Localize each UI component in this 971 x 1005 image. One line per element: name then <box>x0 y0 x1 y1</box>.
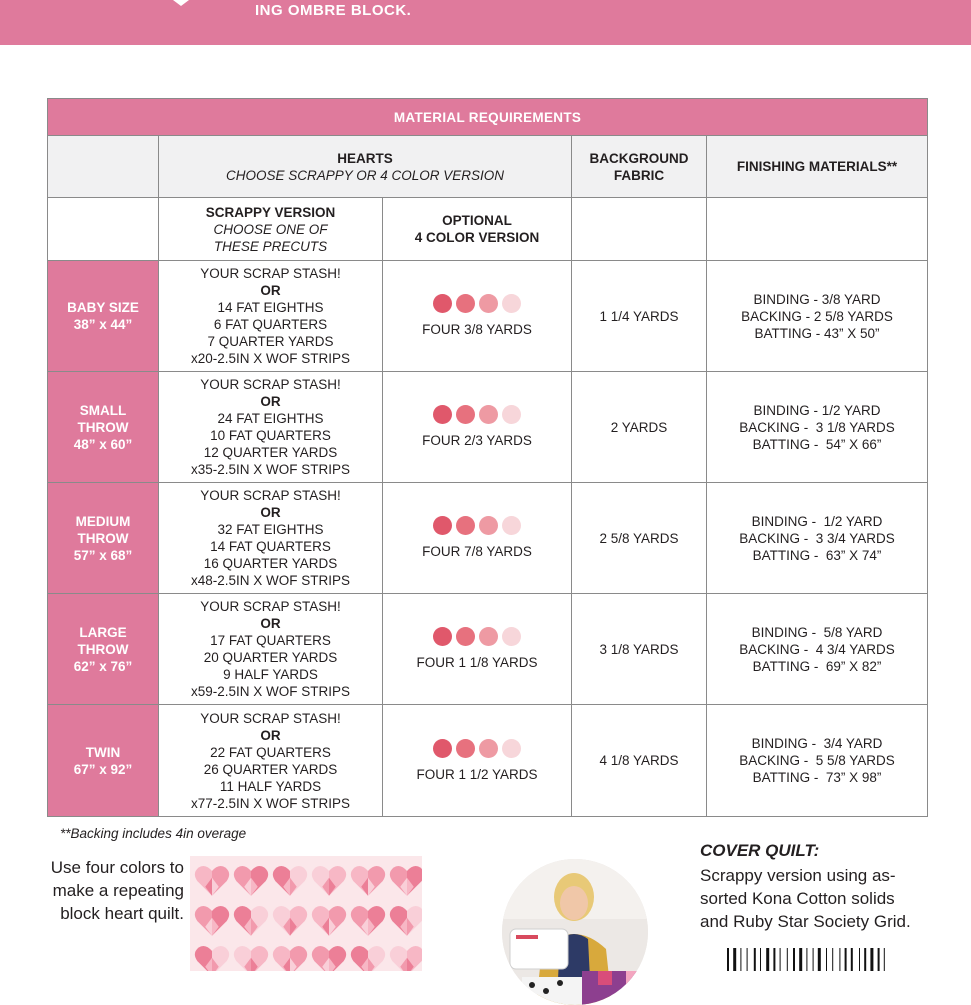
heart-block-icon <box>272 942 308 971</box>
heart-block-icon <box>233 862 269 898</box>
four-color-cell <box>383 372 572 483</box>
scrappy-line: 32 FAT EIGHTHS <box>217 522 324 537</box>
hearts-header-label: HEARTS <box>337 150 393 166</box>
four-color-yardage: FOUR 1 1/8 YARDS <box>416 655 538 670</box>
scrappy-line: YOUR SCRAP STASH! <box>200 377 341 392</box>
material-requirements-table <box>47 98 928 817</box>
four-color-yardage: FOUR 7/8 YARDS <box>422 544 532 559</box>
color-swatch-dot <box>479 516 498 535</box>
scrappy-line: 11 HALF YARDS <box>219 778 322 794</box>
table-row <box>48 705 928 817</box>
scrappy-line: 16 QUARTER YARDS <box>203 556 338 571</box>
color-swatch-dot <box>433 405 452 424</box>
finishing-materials-cell <box>707 705 928 817</box>
heart-block-icon <box>389 902 422 938</box>
scrappy-line: YOUR SCRAP STASH! <box>200 599 341 614</box>
empty-subheader-cell <box>48 198 159 261</box>
table-row <box>48 372 928 483</box>
scrappy-line: 9 HALF YARDS <box>223 667 318 682</box>
quilt-size-line: BABY SIZE <box>67 300 139 315</box>
quilt-size-line: SMALL <box>79 402 127 418</box>
heart-block-icon <box>194 902 230 938</box>
finishing-line: BACKING - 5 5/8 YARDS <box>739 753 895 768</box>
color-swatches <box>383 739 571 758</box>
table-row <box>48 261 928 372</box>
color-swatch-dot <box>479 627 498 646</box>
heart-block-icon <box>311 942 347 971</box>
heart-block-icon <box>194 942 230 971</box>
quilt-size-cell <box>48 705 159 817</box>
finishing-materials-cell <box>707 594 928 705</box>
quilt-size-line: 48” x 60” <box>73 436 133 452</box>
color-swatch-dot <box>502 627 521 646</box>
scrappy-line: x48-2.5IN X WOF STRIPS <box>190 573 351 588</box>
four-color-yardage: FOUR 2/3 YARDS <box>422 433 532 448</box>
scrappy-line: OR <box>260 283 281 298</box>
cover-line: Scrappy version using as- <box>700 866 896 885</box>
banner-notch <box>173 0 189 6</box>
scrappy-line: OR <box>260 727 281 743</box>
color-swatch-dot <box>502 739 521 758</box>
scrappy-line: 10 FAT QUARTERS <box>210 428 331 443</box>
color-swatches <box>383 516 571 535</box>
heart-block-icon <box>350 902 386 938</box>
designer-photo <box>502 859 648 1005</box>
finishing-materials-cell <box>707 372 928 483</box>
scrappy-version-cell <box>159 594 383 705</box>
empty-header-cell <box>48 136 159 198</box>
finishing-header: FINISHING MATERIALS** <box>707 136 928 198</box>
color-swatch-dot <box>479 739 498 758</box>
table-body <box>48 261 928 817</box>
description-line: make a repeating <box>52 881 184 900</box>
scrappy-version-cell <box>159 483 383 594</box>
background-fabric-cell: 2 YARDS <box>572 372 707 483</box>
finishing-line: BACKING - 4 3/4 YARDS <box>739 641 895 657</box>
color-swatch-dot <box>433 739 452 758</box>
finishing-line: BATTING - 63” X 74” <box>752 547 882 563</box>
quilt-size-line: 62” x 76” <box>73 658 133 674</box>
background-header-label: BACKGROUND FABRIC <box>589 150 689 183</box>
quilt-description <box>22 856 184 925</box>
four-color-cell <box>383 705 572 817</box>
finishing-line: BINDING - 5/8 YARD <box>751 624 883 640</box>
table-row <box>48 594 928 705</box>
heart-block-icon <box>272 902 308 938</box>
barcode-graphic <box>727 948 939 971</box>
color-swatch-dot <box>433 627 452 646</box>
scrappy-version-cell <box>159 705 383 817</box>
cover-line: and Ruby Star Society Grid. <box>700 912 911 931</box>
scrappy-line: 6 FAT QUARTERS <box>213 317 328 332</box>
heart-block-icon <box>350 942 386 971</box>
heart-block-icon <box>389 942 422 971</box>
designer-photo-illustration <box>502 859 648 1005</box>
finishing-line: BATTING - 73” X 98” <box>752 770 882 785</box>
finishing-line: BINDING - 3/8 YARD <box>753 291 881 307</box>
heart-block-icon <box>233 942 269 971</box>
hearts-header <box>159 136 572 198</box>
heart-block-icon <box>311 902 347 938</box>
color-swatch-dot <box>456 294 475 313</box>
scrappy-line: 7 QUARTER YARDS <box>207 334 334 349</box>
scrappy-line: YOUR SCRAP STASH! <box>200 266 341 281</box>
color-swatch-dot <box>502 294 521 313</box>
scrappy-line: OR <box>260 616 281 631</box>
scrappy-line: x77-2.5IN X WOF STRIPS <box>190 795 351 811</box>
finishing-line: BINDING - 3/4 YARD <box>751 736 883 751</box>
scrappy-line: YOUR SCRAP STASH! <box>200 488 341 503</box>
empty-subheader-cell <box>707 198 928 261</box>
table-row <box>48 483 928 594</box>
scrappy-line: x35-2.5IN X WOF STRIPS <box>190 462 351 477</box>
four-color-cell <box>383 261 572 372</box>
quilt-size-line: 38” x 44” <box>73 317 133 332</box>
four-color-cell <box>383 594 572 705</box>
quilt-size-cell <box>48 483 159 594</box>
scrappy-line: 22 FAT QUARTERS <box>210 744 331 760</box>
scrappy-subheader-sub: CHOOSE ONE OF THESE PRECUTS <box>213 221 328 254</box>
scrappy-line: x59-2.5IN X WOF STRIPS <box>190 684 351 699</box>
scrappy-line: 24 FAT EIGHTHS <box>217 411 324 426</box>
scrappy-line: 14 FAT QUARTERS <box>210 539 331 554</box>
finishing-materials-cell <box>707 261 928 372</box>
four-color-label: 4 COLOR VERSION <box>414 230 540 245</box>
quilt-size-cell <box>48 372 159 483</box>
scrappy-version-cell <box>159 372 383 483</box>
color-swatch-dot <box>502 405 521 424</box>
barcode <box>727 948 939 971</box>
color-swatch-dot <box>456 739 475 758</box>
scrappy-line: YOUR SCRAP STASH! <box>200 710 341 726</box>
scrappy-version-cell <box>159 261 383 372</box>
heart-block-icon <box>194 862 230 898</box>
color-swatch-dot <box>502 516 521 535</box>
four-color-yardage: FOUR 1 1/2 YARDS <box>416 766 538 782</box>
quilt-size-line: 67” x 92” <box>73 761 133 777</box>
scrappy-line: 26 QUARTER YARDS <box>203 761 338 777</box>
color-swatch-dot <box>479 294 498 313</box>
scrappy-line: x20-2.5IN X WOF STRIPS <box>190 351 351 366</box>
finishing-line: BATTING - 54” X 66” <box>752 436 882 452</box>
optional-label: OPTIONAL <box>442 213 512 228</box>
cover-line: sorted Kona Cotton solids <box>700 889 895 908</box>
heart-block-icon <box>389 862 422 898</box>
scrappy-line: 17 FAT QUARTERS <box>210 633 331 648</box>
background-fabric-cell: 4 1/8 YARDS <box>572 705 707 817</box>
description-line: block heart quilt. <box>60 904 184 923</box>
finishing-line: BACKING - 3 1/8 YARDS <box>739 419 895 435</box>
finishing-line: BACKING - 2 5/8 YARDS <box>741 308 893 324</box>
finishing-line: BATTING - 43” X 50” <box>754 325 880 341</box>
color-swatches <box>383 405 571 424</box>
finishing-line: BINDING - 1/2 YARD <box>753 402 881 418</box>
finishing-line: BATTING - 69” X 82” <box>752 658 882 674</box>
scrappy-subheader <box>159 198 383 261</box>
finishing-line: BACKING - 3 3/4 YARDS <box>739 530 895 546</box>
scrappy-line: 12 QUARTER YARDS <box>203 445 338 460</box>
finishing-line: BINDING - 1/2 YARD <box>751 513 883 529</box>
four-color-cell <box>383 483 572 594</box>
color-swatch-dot <box>456 405 475 424</box>
four-color-subheader <box>383 198 572 261</box>
color-swatch-dot <box>433 294 452 313</box>
color-swatches <box>383 627 571 646</box>
heart-quilt-image <box>190 856 422 971</box>
background-header <box>572 136 707 198</box>
scrappy-line: OR <box>260 505 281 520</box>
quilt-size-line: 57” x 68” <box>73 547 133 563</box>
background-fabric-cell: 3 1/8 YARDS <box>572 594 707 705</box>
table-title: MATERIAL REQUIREMENTS <box>48 99 928 136</box>
quilt-size-line: THROW <box>77 641 129 657</box>
heart-block-icon <box>350 862 386 898</box>
scrappy-line: OR <box>260 394 281 409</box>
quilt-size-line: THROW <box>77 530 129 546</box>
description-line: Use four colors to <box>50 858 184 877</box>
heart-block-icon <box>233 902 269 938</box>
heart-block-icon <box>311 862 347 898</box>
color-swatch-dot <box>456 627 475 646</box>
four-color-yardage: FOUR 3/8 YARDS <box>422 322 532 337</box>
empty-subheader-cell <box>572 198 707 261</box>
quilt-size-cell <box>48 261 159 372</box>
backing-footnote: **Backing includes 4in overage <box>60 826 247 841</box>
scrappy-line: 20 QUARTER YARDS <box>203 650 338 665</box>
quilt-size-line: LARGE <box>79 624 127 640</box>
finishing-materials-cell <box>707 483 928 594</box>
heart-block-icon <box>272 862 308 898</box>
quilt-size-cell <box>48 594 159 705</box>
quilt-size-line: MEDIUM <box>75 513 131 529</box>
background-fabric-cell: 1 1/4 YARDS <box>572 261 707 372</box>
color-swatch-dot <box>456 516 475 535</box>
quilt-size-line: THROW <box>77 419 129 435</box>
background-fabric-cell: 2 5/8 YARDS <box>572 483 707 594</box>
color-swatch-dot <box>433 516 452 535</box>
hearts-header-sub: CHOOSE SCRAPPY OR 4 COLOR VERSION <box>225 167 505 183</box>
banner-text: ING OMBRE BLOCK. <box>255 2 412 19</box>
color-swatch-dot <box>479 405 498 424</box>
scrappy-subheader-label: SCRAPPY VERSION <box>205 204 336 220</box>
color-swatches <box>383 294 571 313</box>
scrappy-line: 14 FAT EIGHTHS <box>217 300 324 315</box>
cover-quilt-description <box>700 864 950 933</box>
quilt-size-line: TWIN <box>85 744 121 760</box>
top-banner <box>0 0 971 45</box>
cover-quilt-title: COVER QUILT: <box>700 841 820 860</box>
